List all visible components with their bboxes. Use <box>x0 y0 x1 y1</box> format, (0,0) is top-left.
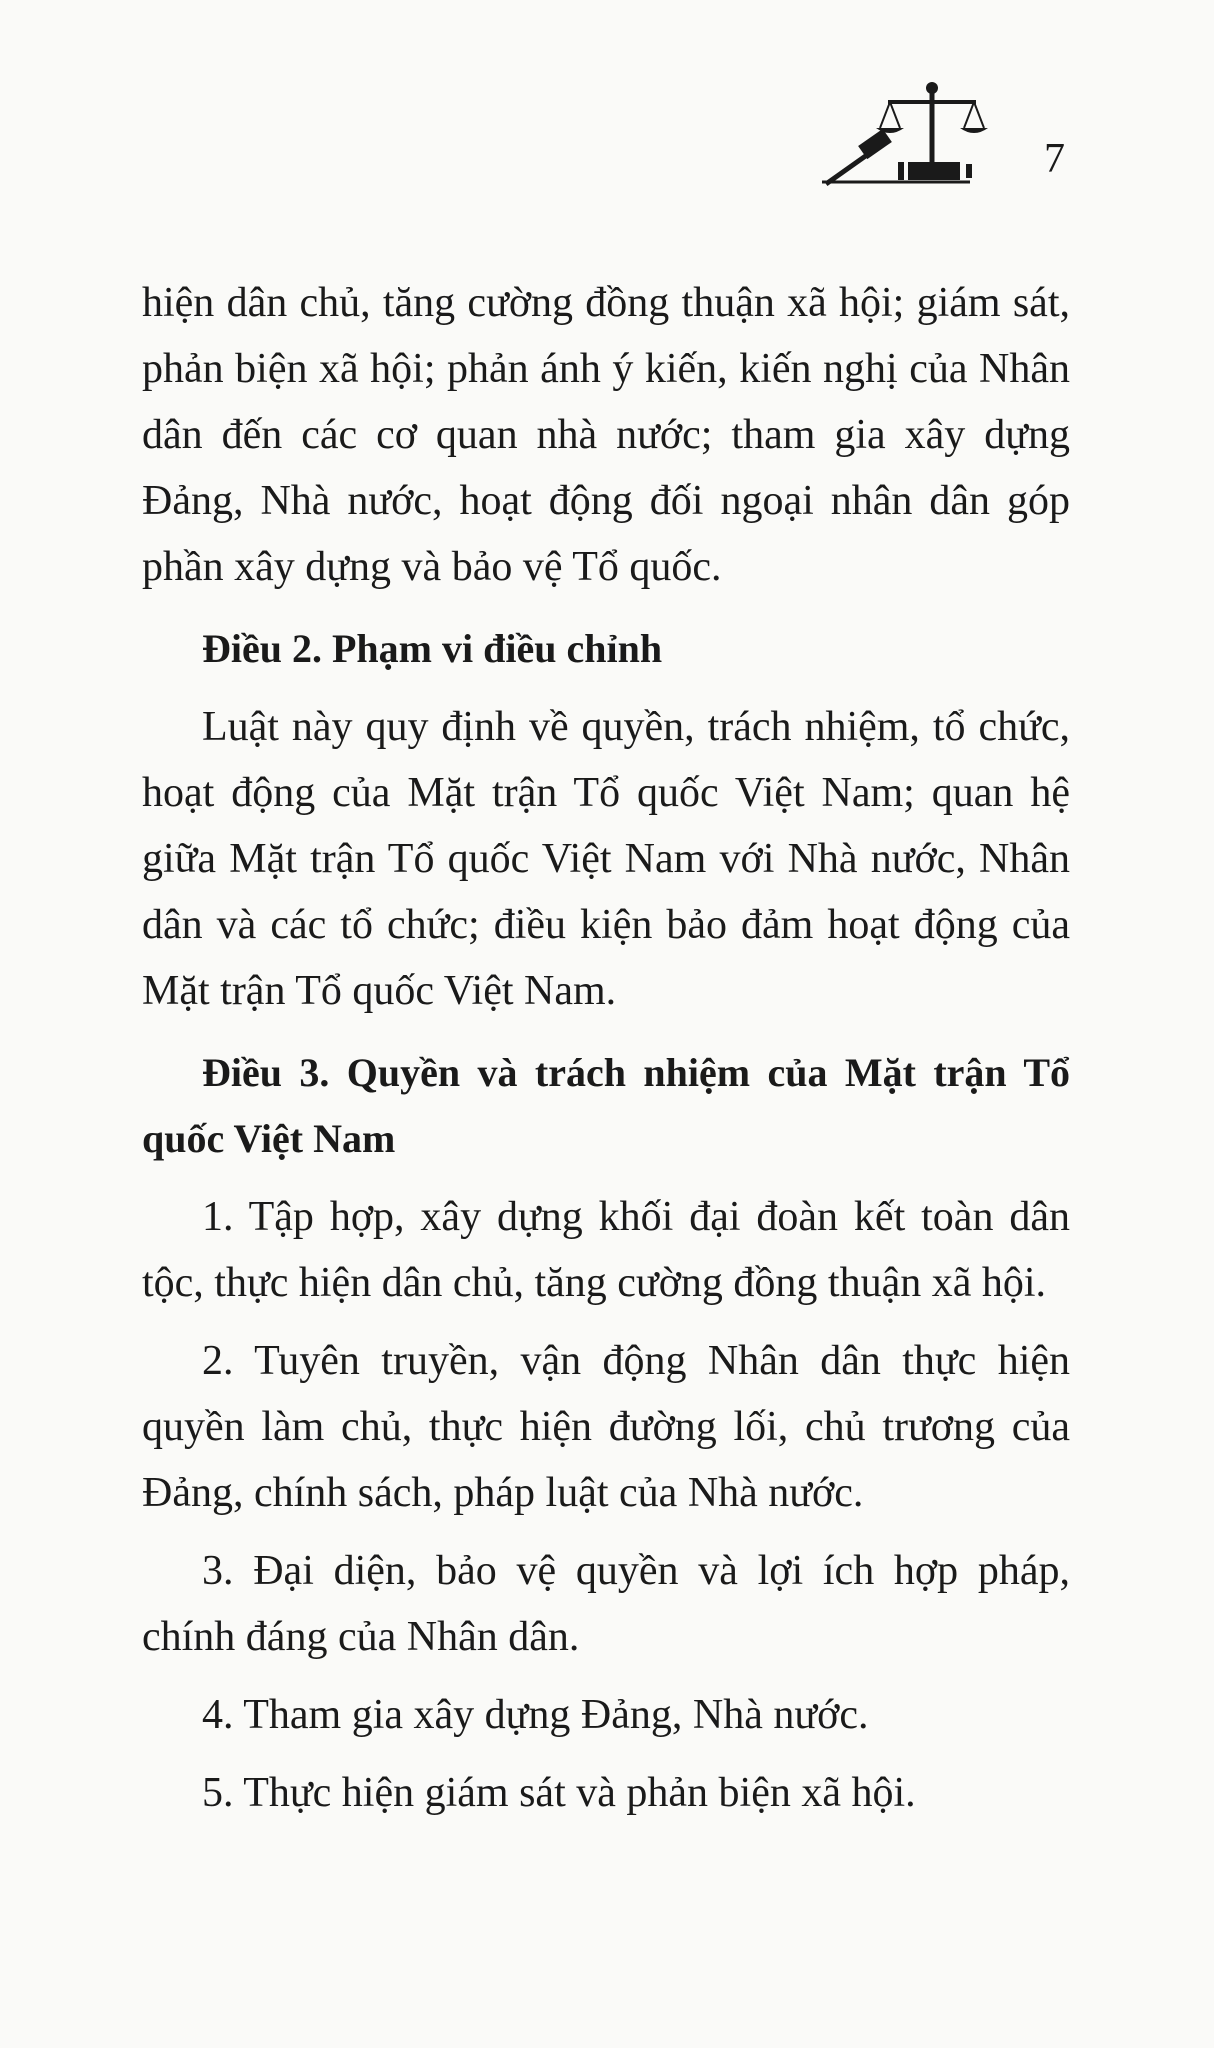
article-2-heading: Điều 2. Phạm vi điều chỉnh <box>202 626 663 671</box>
continuation-paragraph: hiện dân chủ, tăng cường đồng thuận xã hội; giám sát, phản biện xã hội; phản ánh ý kiến, kiến nghị của Nhân dân đến các cơ quan nhà nước; tham gia xây dựng Đảng, Nhà nước, hoạt động đối ngoại nhân dân góp phần xây dựng và bảo vệ Tổ quốc. <box>142 280 1070 590</box>
article-2-body: Luật này quy định về quyền, trách nhiệm, tổ chức, hoạt động của Mặt trận Tổ quốc Việt Nam; quan hệ giữa Mặt trận Tổ quốc Việt Nam với Nhà nước, Nhân dân và các tổ chức; điều kiện bảo đảm hoạt động của Mặt trận Tổ quốc Việt Nam. <box>142 704 1070 1014</box>
page-number: 7 <box>1044 136 1065 182</box>
page-header <box>820 78 1070 198</box>
scales-of-justice-gavel-icon <box>820 78 1000 190</box>
article-3-item: 3. Đại diện, bảo vệ quyền và lợi ích hợp pháp, chính đáng của Nhân dân. <box>142 1548 1070 1660</box>
page-body <box>142 270 1070 1826</box>
article-3-item: 4. Tham gia xây dựng Đảng, Nhà nước. <box>202 1692 869 1738</box>
article-3-heading: Điều 3. Quyền và trách nhiệm của Mặt trận Tổ quốc Việt Nam <box>142 1050 1070 1161</box>
article-3-item: 2. Tuyên truyền, vận động Nhân dân thực hiện quyền làm chủ, thực hiện đường lối, chủ trương của Đảng, chính sách, pháp luật của Nhà nước. <box>142 1338 1070 1516</box>
article-3-item: 5. Thực hiện giám sát và phản biện xã hội. <box>202 1770 916 1816</box>
article-3-item: 1. Tập hợp, xây dựng khối đại đoàn kết toàn dân tộc, thực hiện dân chủ, tăng cường đồng thuận xã hội. <box>142 1194 1070 1306</box>
